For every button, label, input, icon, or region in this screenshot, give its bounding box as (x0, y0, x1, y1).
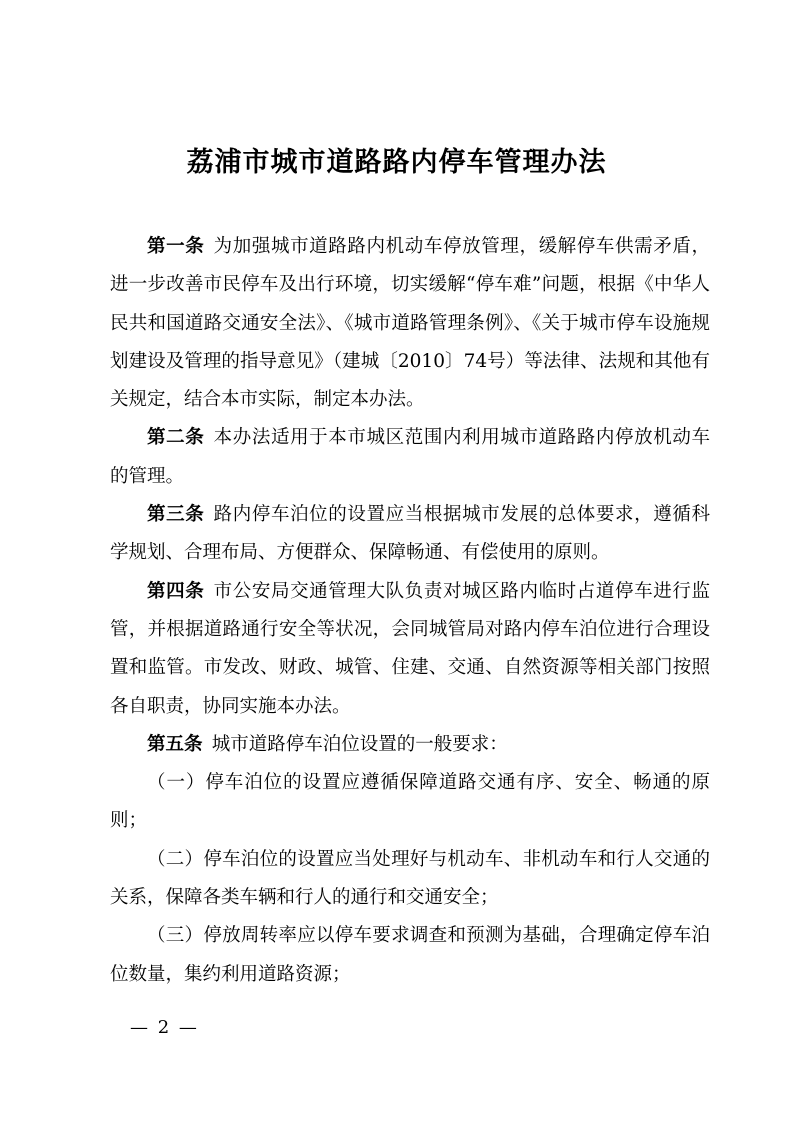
article-heading: 第二条 (147, 427, 205, 449)
clause-text: （二）停车泊位的设置应当处理好与机动车、非机动车和行人交通的关系，保障各类车辆和行人的通行和交通安全； (110, 848, 710, 909)
clause-2 (110, 841, 710, 918)
article-3 (110, 496, 710, 573)
article-2 (110, 419, 710, 496)
article-heading: 第三条 (147, 504, 205, 526)
article-text: 城市道路停车泊位设置的一般要求： (211, 733, 508, 755)
clause-1 (110, 764, 710, 841)
article-4 (110, 573, 710, 726)
document-body (110, 228, 710, 994)
page-number: — 2 — (130, 1017, 199, 1038)
document-title: 荔浦市城市道路路内停车管理办法 (186, 147, 607, 178)
clause-3 (110, 917, 710, 994)
article-1 (110, 228, 710, 419)
article-text: 路内停车泊位的设置应当根据城市发展的总体要求，遵循科学规划、合理布局、方便群众、保障畅通、有偿使用的原则。 (110, 504, 710, 564)
article-5 (110, 726, 710, 764)
article-heading: 第五条 (147, 733, 203, 755)
article-text: 本办法适用于本市城区范围内利用城市道路路内停放机动车的管理。 (110, 427, 710, 487)
clause-text: （三）停放周转率应以停车要求调查和预测为基础，合理确定停车泊位数量，集约利用道路资源； (110, 925, 710, 985)
article-heading: 第一条 (147, 236, 205, 257)
article-heading: 第四条 (147, 580, 205, 602)
article-text: 为加强城市道路路内机动车停放管理，缓解停车供需矛盾，进一步改善市民停车及出行环境，切实缓解“停车难”问题，根据《中华人民共和国道路交通安全法》、《城市道路管理条例》、《关于城市停车设施规划建设及管理的指导意见》（建城〔2010〕74号）等法律、法规和其他有关规定，结合本市实际，制定本办法。 (110, 236, 710, 411)
clause-text: （一）停车泊位的设置应遵循保障道路交通有序、安全、畅通的原则； (110, 772, 710, 832)
article-text: 市公安局交通管理大队负责对城区路内临时占道停车进行监管，并根据道路通行安全等状况，会同城管局对路内停车泊位进行合理设置和监管。市发改、财政、城管、住建、交通、自然资源等相关部门按照各自职责，协同实施本办法。 (110, 580, 710, 717)
